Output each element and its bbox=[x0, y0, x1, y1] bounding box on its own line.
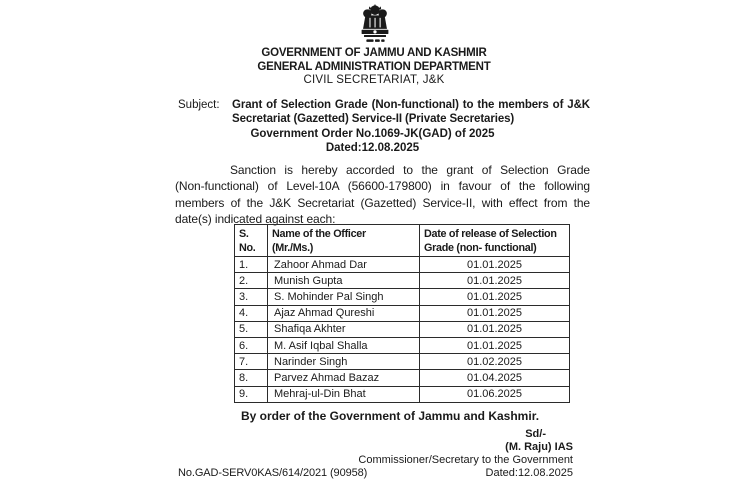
header-sno-line1: S. bbox=[239, 227, 249, 240]
letterhead bbox=[0, 47, 748, 88]
govt-title: GOVERNMENT OF JAMMU AND KASHMIR bbox=[261, 47, 487, 59]
cell-officer-name: M. Asif Iqbal Shalla bbox=[268, 337, 420, 353]
table-row bbox=[235, 354, 570, 370]
subject-label: Subject: bbox=[178, 99, 220, 111]
table-row bbox=[235, 289, 570, 305]
order-date: Dated:12.08.2025 bbox=[325, 141, 420, 154]
subject-text bbox=[232, 98, 590, 126]
table-row bbox=[235, 257, 570, 273]
cell-sno: 7. bbox=[235, 354, 268, 370]
paragraph-line-3: members of the J&K Secretariat (Gazetted) Service-II, with effect from the bbox=[175, 195, 590, 210]
cell-release-date: 01.01.2025 bbox=[420, 305, 570, 321]
cell-release-date: 01.06.2025 bbox=[420, 386, 570, 402]
cell-officer-name: S. Mohinder Pal Singh bbox=[268, 289, 420, 305]
order-number-block bbox=[150, 128, 595, 155]
header-date-line2: Grade (non- functional) bbox=[424, 241, 537, 254]
cell-release-date: 01.01.2025 bbox=[420, 321, 570, 337]
order-number: Government Order No.1069-JK(GAD) of 2025 bbox=[250, 128, 495, 140]
cell-release-date: 01.02.2025 bbox=[420, 354, 570, 370]
table-header-row bbox=[235, 225, 570, 257]
cell-officer-name: Parvez Ahmad Bazaz bbox=[268, 370, 420, 386]
signatory-name: (M. Raju) IAS bbox=[505, 441, 573, 453]
cell-sno: 1. bbox=[235, 257, 268, 273]
cell-officer-name: Ajaz Ahmad Qureshi bbox=[268, 305, 420, 321]
officers-table bbox=[234, 224, 570, 403]
table-row bbox=[235, 321, 570, 337]
subject-line-1: Grant of Selection Grade (Non-functional) to the members of J&K bbox=[232, 99, 590, 111]
cell-sno: 3. bbox=[235, 289, 268, 305]
signatory-designation: Commissioner/Secretary to the Government bbox=[358, 454, 573, 466]
header-date-line1: Date of release of Selection bbox=[424, 227, 557, 240]
cell-release-date: 01.04.2025 bbox=[420, 370, 570, 386]
sanction-paragraph bbox=[175, 162, 590, 228]
cell-release-date: 01.01.2025 bbox=[420, 289, 570, 305]
paragraph-line-2: (Non-functional) of Level-10A (56600-179800) in favour of the following bbox=[175, 179, 590, 194]
paragraph-line-4: date(s) indicated against each: bbox=[175, 212, 336, 227]
by-order-line: By order of the Government of Jammu and Kashmir. bbox=[240, 409, 540, 423]
cell-sno: 9. bbox=[235, 386, 268, 402]
cell-release-date: 01.01.2025 bbox=[420, 273, 570, 289]
cell-officer-name: Narinder Singh bbox=[268, 354, 420, 370]
paragraph-line-1: Sanction is hereby accorded to the grant of Selection Grade bbox=[230, 163, 590, 177]
department-title: GENERAL ADMINISTRATION DEPARTMENT bbox=[257, 60, 491, 73]
reference-number: No.GAD-SERV0KAS/614/2021 (90958) bbox=[178, 467, 368, 479]
sd-line: Sd/- bbox=[525, 428, 546, 440]
cell-sno: 4. bbox=[235, 305, 268, 321]
cell-officer-name: Shafiqa Akhter bbox=[268, 321, 420, 337]
header-name-line1: Name of the Officer bbox=[272, 227, 366, 240]
cell-sno: 6. bbox=[235, 337, 268, 353]
cell-release-date: 01.01.2025 bbox=[420, 337, 570, 353]
secretariat-line: CIVIL SECRETARIAT, J&K bbox=[303, 74, 445, 86]
signature-block bbox=[358, 428, 573, 480]
cell-release-date: 01.01.2025 bbox=[420, 257, 570, 273]
header-date bbox=[420, 225, 570, 257]
footer-dated: Dated:12.08.2025 bbox=[485, 467, 573, 479]
header-sno bbox=[235, 225, 268, 257]
table-row bbox=[235, 386, 570, 402]
cell-officer-name: Munish Gupta bbox=[268, 273, 420, 289]
table-row bbox=[235, 337, 570, 353]
cell-officer-name: Zahoor Ahmad Dar bbox=[268, 257, 420, 273]
header-name-line2: (Mr./Ms.) bbox=[272, 241, 314, 254]
table-row bbox=[235, 273, 570, 289]
table-row bbox=[235, 370, 570, 386]
ashoka-emblem-icon bbox=[356, 3, 394, 47]
cell-sno: 2. bbox=[235, 273, 268, 289]
cell-sno: 5. bbox=[235, 321, 268, 337]
header-name bbox=[268, 225, 420, 257]
header-sno-line2: No. bbox=[239, 241, 256, 254]
subject-line-2: Secretariat (Gazetted) Service-II (Private Secretaries) bbox=[232, 113, 515, 125]
cell-officer-name: Mehraj-ul-Din Bhat bbox=[268, 386, 420, 402]
table-row bbox=[235, 305, 570, 321]
cell-sno: 8. bbox=[235, 370, 268, 386]
